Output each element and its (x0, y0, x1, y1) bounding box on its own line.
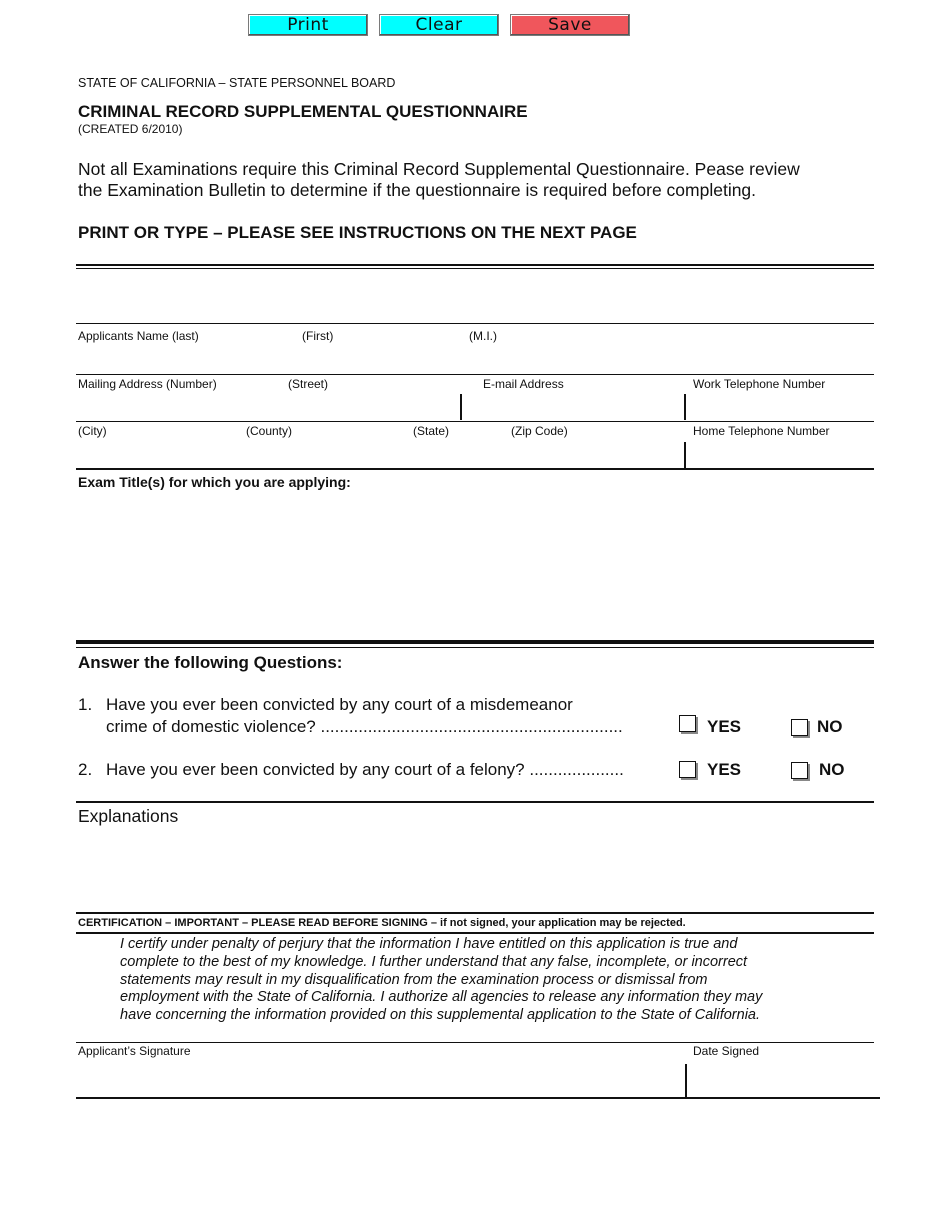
certification-line: have concerning the information provided on this supplemental application to the State of California. (120, 1007, 761, 1024)
agency-name: STATE OF CALIFORNIA – STATE PERSONNEL BOARD (78, 76, 396, 90)
state-label: (State) (413, 424, 450, 438)
yes-label: YES (707, 760, 742, 779)
intro-line-1: Not all Examinations require this Criminal Record Supplemental Questionnaire. Pease review (78, 159, 800, 179)
county-label: (County) (246, 424, 293, 438)
question-1-text: crime of domestic violence? ................................................................ (106, 717, 623, 736)
email-label: E-mail Address (483, 377, 564, 391)
section-divider (76, 912, 874, 914)
intro-line-2: the Examination Bulletin to determine if the questionnaire is required before completing. (78, 180, 757, 200)
exam-titles-label: Exam Title(s) for which you are applying: (78, 474, 351, 490)
field-separator (684, 394, 686, 420)
date-signed-label: Date Signed (693, 1044, 760, 1058)
zip-label: (Zip Code) (511, 424, 568, 438)
question-2-yes-checkbox[interactable] (679, 761, 696, 778)
name-first-label: (First) (302, 329, 334, 343)
section-divider (76, 640, 874, 644)
question-1-yes-checkbox[interactable] (679, 715, 696, 732)
section-divider (76, 647, 874, 648)
form-title: CRIMINAL RECORD SUPPLEMENTAL QUESTIONNAIRE (78, 102, 528, 121)
no-label: NO (819, 760, 845, 779)
question-1-number: 1. (78, 695, 93, 714)
work-phone-label: Work Telephone Number (693, 377, 826, 391)
name-mi-label: (M.I.) (469, 329, 497, 343)
question-1-text: Have you ever been convicted by any court of a misdemeanor (106, 695, 573, 714)
home-phone-label: Home Telephone Number (693, 424, 830, 438)
section-divider (76, 1097, 880, 1099)
question-2-no-checkbox[interactable] (791, 762, 808, 779)
field-line (76, 1042, 874, 1043)
certification-line: I certify under penalty of perjury that the information I have entitled on this application is true and (120, 936, 738, 952)
divider (76, 268, 874, 269)
field-separator (685, 1064, 687, 1097)
address-number-label: Mailing Address (Number) (78, 377, 217, 391)
address-street-label: (Street) (288, 377, 329, 391)
question-1-no-checkbox[interactable] (791, 719, 808, 736)
no-label: NO (817, 717, 843, 736)
field-line (76, 323, 874, 324)
question-2-number: 2. (78, 760, 93, 779)
question-2-text: Have you ever been convicted by any court of a felony? .................... (106, 760, 624, 779)
field-line (76, 374, 874, 375)
divider (76, 264, 874, 266)
form-created-date: (CREATED 6/2010) (78, 122, 183, 136)
city-label: (City) (78, 424, 107, 438)
field-line (76, 468, 874, 470)
name-last-label: Applicants Name (last) (78, 329, 199, 343)
certification-text (120, 936, 840, 1025)
section-divider (76, 932, 874, 934)
signature-label: Applicant’s Signature (78, 1044, 191, 1058)
print-button[interactable]: Print (248, 14, 368, 36)
clear-button[interactable]: Clear (379, 14, 499, 36)
questions-heading: Answer the following Questions: (78, 653, 343, 672)
yes-label: YES (707, 717, 742, 736)
certification-line: statements may result in my disqualification from the examination process or dismissal from (120, 971, 708, 988)
instruction-heading: PRINT OR TYPE – PLEASE SEE INSTRUCTIONS ON THE NEXT PAGE (78, 223, 637, 242)
field-line (76, 421, 874, 422)
field-separator (460, 394, 462, 420)
certification-line: complete to the best of my knowledge. I further understand that any false, incomplete, or incorrect (120, 953, 748, 970)
field-separator (684, 442, 686, 468)
save-button[interactable]: Save (510, 14, 630, 36)
section-divider (76, 801, 874, 803)
certification-heading: CERTIFICATION – IMPORTANT – PLEASE READ BEFORE SIGNING – if not signed, your application may be rejected. (78, 917, 686, 929)
certification-line: employment with the State of California. I authorize all agencies to release any information they may (120, 989, 763, 1006)
explanations-label: Explanations (78, 806, 179, 826)
